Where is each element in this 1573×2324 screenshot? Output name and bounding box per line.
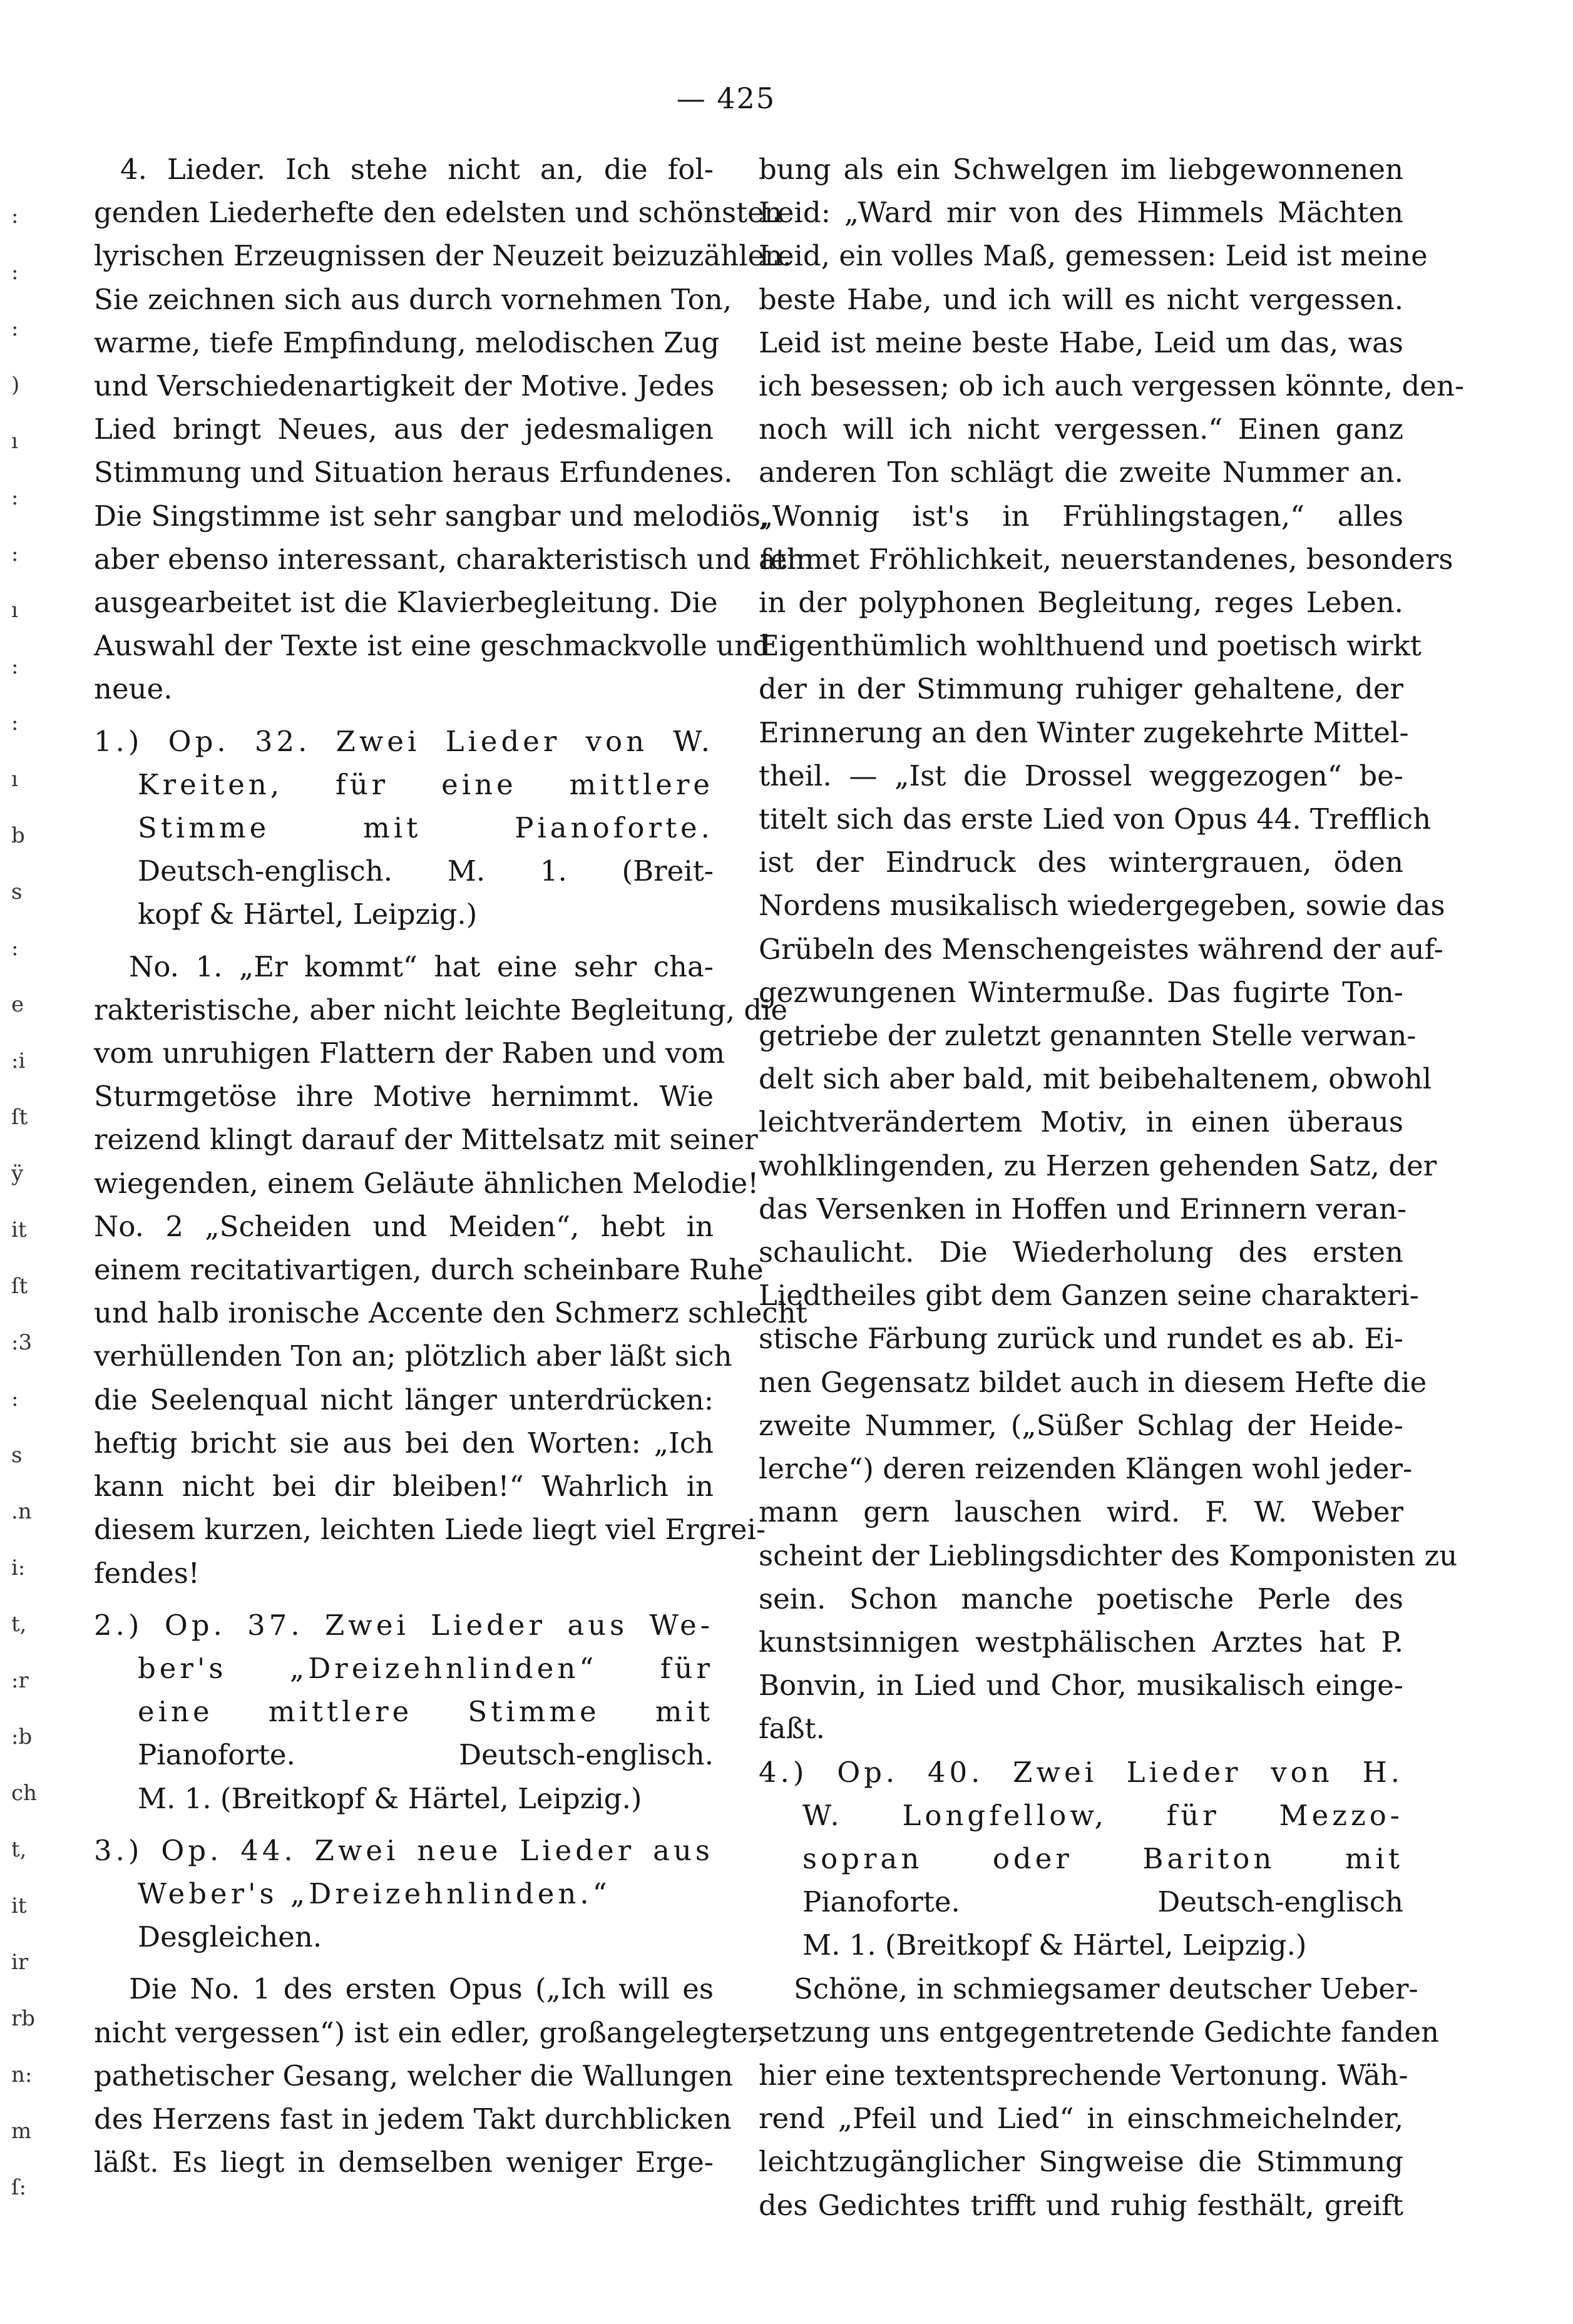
margin-mark: :	[11, 1386, 19, 1411]
text-line: setzung uns entgegentretende Gedichte fanden	[759, 2015, 1440, 2049]
text-line: delt sich aber bald, mit beibehaltenem, obwohl	[759, 1062, 1432, 1096]
text-line: rakteristische, aber nicht leichte Begleitung, die	[94, 993, 788, 1026]
text-line: der in der Stimmung ruhiger gehaltene, der	[759, 672, 1403, 706]
work-heading-line: M. 1. (Breitkopf & Härtel, Leipzig.)	[802, 1928, 1307, 1962]
margin-mark: m	[11, 2119, 32, 2144]
text-line: leichtzugänglicher Singweise die Stimmung	[759, 2145, 1403, 2179]
margin-mark: ch	[11, 1781, 37, 1806]
text-line: genden Liederhefte den edelsten und schönsten	[94, 196, 782, 230]
work-heading-line: ber's „Dreizehnlinden“ für	[138, 1651, 714, 1685]
margin-mark: :	[11, 485, 19, 510]
text-line: aber ebenso interessant, charakteristisch und fein	[94, 542, 814, 576]
text-line: in der polyphonen Begleitung, reges Leben.	[759, 586, 1403, 620]
text-line: 4. Lieder. Ich stehe nicht an, die fol-	[120, 153, 714, 186]
text-line: schaulicht. Die Wiederholung des ersten	[759, 1236, 1403, 1269]
work-heading-line: W. Longfellow, für Mezzo-	[802, 1798, 1403, 1832]
margin-mark: t,	[11, 1837, 27, 1862]
text-line: gezwungenen Wintermuße. Das fugirte Ton-	[759, 975, 1403, 1009]
margin-mark: ı	[11, 429, 18, 454]
margin-mark: :	[11, 541, 19, 566]
margin-mark: n:	[11, 2062, 33, 2087]
text-line: „Wonnig ist's in Frühlingstagen,“ alles	[759, 499, 1403, 533]
text-line: Leid ist meine beste Habe, Leid um das, was	[759, 325, 1403, 359]
text-line: kann nicht bei dir bleiben!“ Wahrlich in	[94, 1470, 714, 1503]
text-line: Erinnerung an den Winter zugekehrte Mittel-	[759, 715, 1409, 749]
text-line: No. 1. „Er kommt“ hat eine sehr cha-	[129, 950, 714, 983]
text-line: Die Singstimme ist sehr sangbar und melodiös,	[94, 499, 770, 533]
text-line: Bonvin, in Lied und Chor, musikalisch einge-	[759, 1669, 1403, 1702]
text-line: pathetischer Gesang, welcher die Wallungen	[94, 2059, 734, 2092]
text-line: No. 2 „Scheiden und Meiden“, hebt in	[94, 1209, 714, 1243]
text-line: nen Gegensatz bildet auch in diesem Hefte die	[759, 1365, 1427, 1399]
text-line: Liedtheiles gibt dem Ganzen seine charakteri-	[759, 1279, 1419, 1313]
margin-mark: ſ:	[11, 2175, 27, 2200]
text-line: Grübeln des Menschengeistes während der auf-	[759, 932, 1443, 966]
text-line: Lied bringt Neues, aus der jedesmaligen	[94, 412, 714, 446]
text-line: diesem kurzen, leichten Liede liegt viel Ergrei-	[94, 1513, 766, 1547]
text-line: Leid: „Ward mir von des Himmels Mächten	[759, 196, 1403, 230]
margin-mark: ÿ	[11, 1161, 24, 1186]
work-heading-line: Deutsch-englisch. M. 1. (Breit-	[138, 854, 714, 888]
text-line: Die No. 1 des ersten Opus („Ich will es	[129, 1972, 714, 2006]
text-line: sein. Schon manche poetische Perle des	[759, 1582, 1403, 1615]
work-heading-line: Desgleichen.	[138, 1920, 322, 1954]
text-line: das Versenken in Hoffen und Erinnern veran-	[759, 1192, 1407, 1226]
text-line: warme, tiefe Empfindung, melodischen Zug	[94, 325, 720, 359]
text-line: nicht vergessen“) ist ein edler, großangelegter,	[94, 2015, 767, 2049]
margin-mark: :	[11, 936, 19, 961]
page-number: — 425	[676, 81, 776, 115]
margin-mark: :	[11, 260, 19, 285]
text-line: leichtverändertem Motiv, in einen überaus	[759, 1105, 1403, 1139]
work-heading-line: 1.) Op. 32. Zwei Lieder von W.	[94, 724, 714, 758]
text-line: Leid, ein volles Maß, gemessen: Leid ist meine	[759, 239, 1428, 273]
work-heading-line: 4.) Op. 40. Zwei Lieder von H.	[759, 1755, 1403, 1789]
margin-mark: :r	[11, 1668, 29, 1693]
work-heading-line: Pianoforte. Deutsch-englisch.	[138, 1738, 714, 1772]
work-heading-line: Stimme mit Pianoforte.	[138, 811, 714, 845]
text-line: rend „Pfeil und Lied“ in einschmeichelnder,	[759, 2102, 1403, 2136]
text-line: reizend klingt darauf der Mittelsatz mit seiner	[94, 1123, 758, 1157]
text-line: Sturmgetöse ihre Motive hernimmt. Wie	[94, 1080, 714, 1113]
text-line: heftig bricht sie aus bei den Worten: „Ich	[94, 1426, 714, 1460]
text-line: neue.	[94, 672, 173, 706]
work-heading-line: 3.) Op. 44. Zwei neue Lieder aus	[94, 1833, 714, 1867]
margin-mark: ı	[11, 767, 18, 792]
margin-mark: :	[11, 710, 19, 735]
margin-mark: :b	[11, 1724, 33, 1749]
text-line: ich besessen; ob ich auch vergessen könnte, den-	[759, 369, 1465, 403]
text-line: theil. — „Ist die Drossel weggezogen“ be-	[759, 759, 1403, 792]
margin-mark: i:	[11, 1555, 26, 1580]
text-line: lerche“) deren reizenden Klängen wohl jeder-	[759, 1452, 1413, 1486]
text-line: hier eine textentsprechende Vertonung. Wäh-	[759, 2058, 1408, 2092]
text-line: stische Färbung zurück und rundet es ab. Ei-	[759, 1322, 1403, 1356]
margin-mark: it	[11, 1893, 27, 1918]
text-line: und Verschiedenartigkeit der Motive. Jedes	[94, 369, 715, 403]
margin-mark: ı	[11, 598, 18, 623]
margin-mark: ſt	[11, 1274, 28, 1299]
text-line: athmet Fröhlichkeit, neuerstandenes, besonders	[759, 542, 1453, 576]
text-line: scheint der Lieblingsdichter des Komponisten zu	[759, 1538, 1458, 1572]
margin-mark: s	[11, 1443, 23, 1468]
text-line: lyrischen Erzeugnissen der Neuzeit beizuzählen.	[94, 239, 792, 273]
left-margin-marks	[11, 188, 36, 2216]
text-line: des Herzens fast in jedem Takt durchblicken	[94, 2102, 732, 2136]
text-line: vom unruhigen Flattern der Raben und vom	[94, 1037, 725, 1070]
margin-mark: :3	[11, 1330, 33, 1355]
text-line: bung als ein Schwelgen im liebgewonnenen	[759, 153, 1403, 186]
text-line: titelt sich das erste Lied von Opus 44. Trefflich	[759, 802, 1432, 836]
margin-mark: t,	[11, 1612, 27, 1637]
margin-mark: :i	[11, 1048, 26, 1073]
work-heading-line: kopf & Härtel, Leipzig.)	[138, 898, 478, 931]
work-heading-line: M. 1. (Breitkopf & Härtel, Leipzig.)	[138, 1781, 642, 1815]
text-line: die Seelenqual nicht länger unterdrücken:	[94, 1383, 714, 1416]
margin-mark: b	[11, 823, 25, 848]
text-line: getriebe der zuletzt genannten Stelle verwan-	[759, 1019, 1417, 1053]
text-line: wohlklingenden, zu Herzen gehenden Satz, der	[759, 1149, 1437, 1182]
text-line: Sie zeichnen sich aus durch vornehmen Ton,	[94, 282, 732, 316]
text-line: fendes!	[94, 1556, 200, 1590]
margin-mark: s	[11, 879, 23, 904]
right-column	[759, 148, 1465, 2227]
margin-mark: it	[11, 1217, 27, 1242]
text-line: kunstsinnigen westphälischen Arztes hat P.	[759, 1625, 1403, 1659]
text-line: Eigenthümlich wohlthuend und poetisch wirkt	[759, 629, 1422, 663]
margin-mark: :	[11, 203, 19, 228]
margin-mark: :	[11, 654, 19, 679]
text-line: verhüllenden Ton an; plötzlich aber läßt sich	[94, 1339, 732, 1373]
work-heading-line: 2.) Op. 37. Zwei Lieder aus We-	[94, 1608, 714, 1642]
margin-mark: e	[11, 992, 24, 1017]
margin-mark: :	[11, 316, 19, 341]
work-heading-line: Weber's „Dreizehnlinden.“	[138, 1876, 611, 1910]
margin-mark: )	[11, 372, 20, 397]
text-line: zweite Nummer, („Süßer Schlag der Heide-	[759, 1408, 1403, 1442]
text-line: noch will ich nicht vergessen.“ Einen ganz	[759, 412, 1403, 446]
text-line: läßt. Es liegt in demselben weniger Erge-	[94, 2146, 714, 2179]
text-line: wiegenden, einem Geläute ähnlichen Melodie!	[94, 1166, 759, 1200]
margin-mark: .n	[11, 1499, 32, 1524]
text-line: faßt.	[759, 1712, 825, 1746]
text-line: Stimmung und Situation heraus Erfundenes.	[94, 456, 733, 489]
text-line: ist der Eindruck des wintergrauen, öden	[759, 846, 1403, 879]
work-heading-line: eine mittlere Stimme mit	[138, 1695, 714, 1729]
text-line: einem recitativartigen, durch scheinbare Ruhe	[94, 1253, 764, 1287]
text-line: anderen Ton schlägt die zweite Nummer an.	[759, 456, 1403, 489]
text-line: beste Habe, und ich will es nicht vergessen.	[759, 282, 1403, 316]
text-line: mann gern lauschen wird. F. W. Weber	[759, 1495, 1403, 1529]
margin-mark: ſt	[11, 1105, 28, 1130]
work-heading-line: Pianoforte. Deutsch-englisch	[802, 1885, 1403, 1919]
margin-mark: ir	[11, 1950, 29, 1975]
work-heading-line: Kreiten, für eine mittlere	[138, 767, 714, 801]
text-line: und halb ironische Accente den Schmerz schlecht	[94, 1296, 807, 1330]
work-heading-line: sopran oder Bariton mit	[802, 1841, 1403, 1875]
text-line: Schöne, in schmiegsamer deutscher Ueber-	[794, 1972, 1418, 2005]
margin-mark: rb	[11, 2006, 36, 2031]
text-line: ausgearbeitet ist die Klavierbegleitung. Die	[94, 586, 718, 620]
text-line: Nordens musikalisch wiedergegeben, sowie das	[759, 889, 1445, 923]
text-line: Auswahl der Texte ist eine geschmackvolle und	[94, 629, 771, 663]
text-line: des Gedichtes trifft und ruhig festhält, greift	[759, 2188, 1403, 2222]
